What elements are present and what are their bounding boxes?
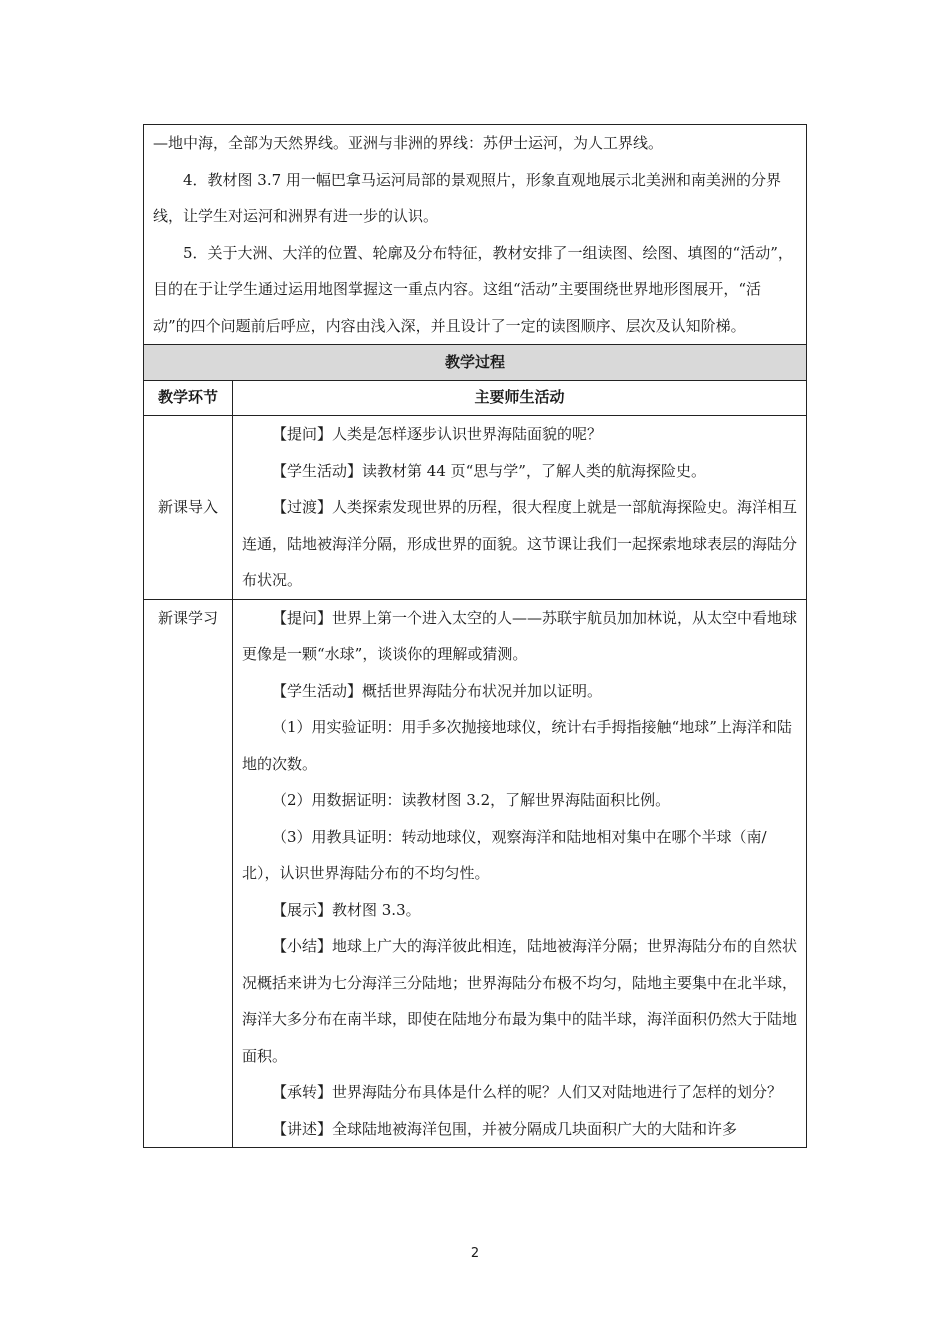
section-title: 教学过程 xyxy=(144,345,807,381)
stage-label: 新课导入 xyxy=(144,416,233,600)
table-row xyxy=(144,599,807,1148)
activity-paragraph: 【提问】世界上第一个进入太空的人——苏联宇航员加加林说，从太空中看地球更像是一颗“水球”，谈谈你的理解或猜测。 xyxy=(242,608,798,663)
activity-paragraph: （3）用教具证明：转动地球仪，观察海洋和陆地相对集中在哪个半球（南/北），认识世界海陆分布的不均匀性。 xyxy=(242,827,767,882)
activity-paragraph: 【承转】世界海陆分布具体是什么样的呢？人们又对陆地进行了怎样的划分？ xyxy=(272,1083,783,1101)
activity-paragraph: 【展示】教材图 3.3。 xyxy=(272,900,421,919)
activity-paragraph: 【过渡】人类探索发现世界的历程，很大程度上就是一部航海探险史。海洋相互连通，陆地被海洋分隔，形成世界的面貌。这节课让我们一起探索地球表层的海陆分布状况。 xyxy=(242,498,798,589)
section-band-row xyxy=(144,345,807,381)
activity-paragraph: 【提问】人类是怎样逐步认识世界海陆面貌的呢？ xyxy=(272,425,603,443)
table-header-row xyxy=(144,381,807,416)
intro-paragraph: —地中海，全部为天然界线。亚洲与非洲的界线：苏伊士运河，为人工界线。 xyxy=(153,134,664,152)
activity-cell xyxy=(233,416,807,600)
activity-cell xyxy=(233,599,807,1148)
intro-row xyxy=(144,125,807,345)
activity-paragraph: 【学生活动】概括世界海陆分布状况并加以证明。 xyxy=(272,681,603,700)
lesson-plan-table xyxy=(143,124,807,1148)
activity-paragraph: （1）用实验证明：用手多次抛接地球仪，统计右手拇指接触“地球”上海洋和陆地的次数。 xyxy=(242,718,792,773)
intro-cell xyxy=(144,125,807,345)
activity-paragraph: 【小结】地球上广大的海洋彼此相连，陆地被海洋分隔；世界海陆分布的自然状况概括来讲为七分海洋三分陆地；世界海陆分布极不均匀，陆地主要集中在北半球，海洋大多分布在南半球，即使在陆地分布最为集中的陆半球，海洋面积仍然大于陆地面积。 xyxy=(242,937,798,1065)
intro-paragraph: 4．教材图 3.7 用一幅巴拿马运河局部的景观照片，形象直观地展示北美洲和南美洲的分界线，让学生对运河和洲界有进一步的认识。 xyxy=(153,170,781,225)
header-stage: 教学环节 xyxy=(144,381,233,416)
activity-paragraph: 【讲述】全球陆地被海洋包围，并被分隔成几块面积广大的大陆和许多 xyxy=(272,1119,738,1138)
table-row xyxy=(144,416,807,600)
page-number: 2 xyxy=(470,1246,480,1261)
header-activities: 主要师生活动 xyxy=(233,381,807,416)
activity-paragraph: 【学生活动】读教材第 44 页“思与学”，了解人类的航海探险史。 xyxy=(272,461,706,480)
intro-paragraph: 5．关于大洲、大洋的位置、轮廓及分布特征，教材安排了一组读图、绘图、填图的“活动”，目的在于让学生通过运用地图掌握这一重点内容。这组“活动”主要围绕世界地形图展开，“活动”的四个问题前后呼应，内容由浅入深，并且设计了一定的读图顺序、层次及认知阶梯。 xyxy=(153,243,793,335)
stage-label: 新课学习 xyxy=(144,599,233,1148)
activity-paragraph: （2）用数据证明：读教材图 3.2，了解世界海陆面积比例。 xyxy=(272,791,671,809)
